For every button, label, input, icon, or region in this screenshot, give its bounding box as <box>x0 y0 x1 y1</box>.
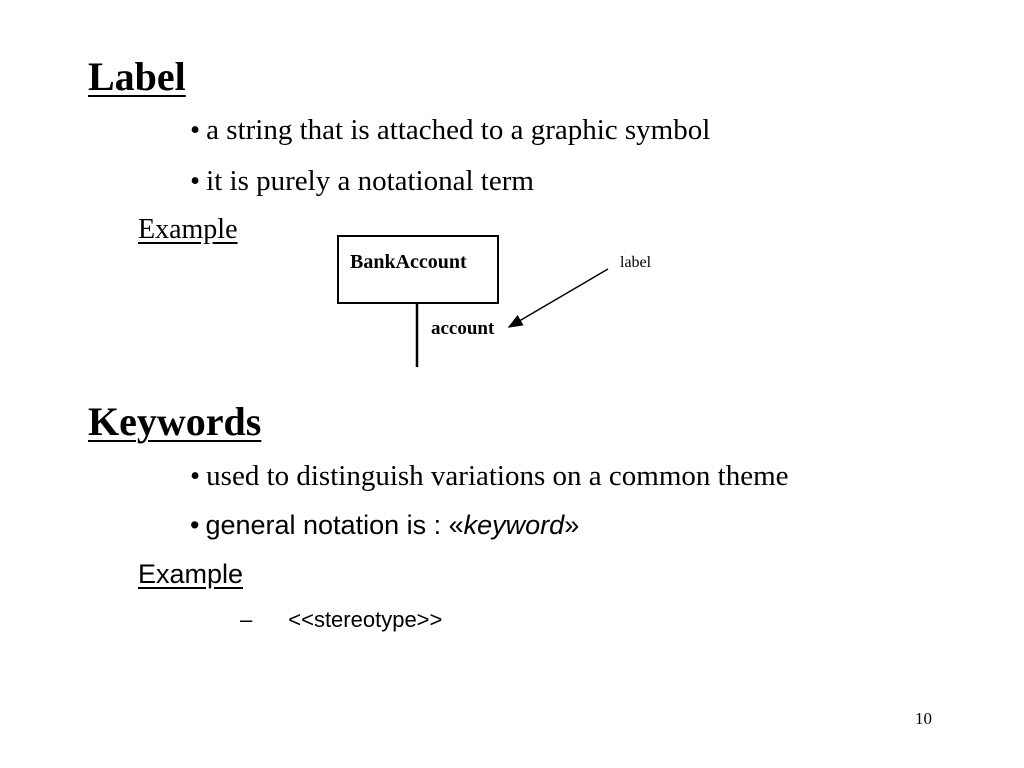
keywords-sub-item <box>240 607 442 633</box>
label-heading: Label <box>88 54 186 99</box>
page-number: 10 <box>915 709 932 728</box>
keywords-bullet-2 <box>190 510 579 541</box>
keywords-bullet-2-keyword: keyword <box>463 510 565 540</box>
bullet-icon: • <box>190 114 201 146</box>
bullet-icon: • <box>190 460 201 492</box>
stereotype-example: <<stereotype>> <box>288 607 443 632</box>
label-example-heading: Example <box>138 214 238 245</box>
keywords-heading: Keywords <box>88 399 262 444</box>
keywords-bullet-2-suffix: » <box>564 510 580 540</box>
class-name: BankAccount <box>350 251 467 273</box>
keywords-example-heading: Example <box>138 559 244 589</box>
bullet-icon: • <box>190 510 200 540</box>
label-bullet-1 <box>190 114 710 147</box>
bullet-icon: • <box>190 165 201 197</box>
label-bullet-2 <box>190 165 534 198</box>
uml-label-diagram <box>300 225 700 375</box>
keywords-bullet-1 <box>190 460 789 493</box>
label-bullet-1-text: a string that is attached to a graphic symbol <box>206 114 711 146</box>
callout-arrow <box>509 269 608 327</box>
keywords-bullet-2-prefix: general notation is : « <box>205 510 464 540</box>
role-label: account <box>431 318 495 339</box>
label-bullet-2-text: it is purely a notational term <box>206 165 534 197</box>
dash-icon: – <box>240 607 253 632</box>
keywords-bullet-1-text: used to distinguish variations on a common theme <box>206 460 789 492</box>
callout-text: label <box>620 254 652 271</box>
